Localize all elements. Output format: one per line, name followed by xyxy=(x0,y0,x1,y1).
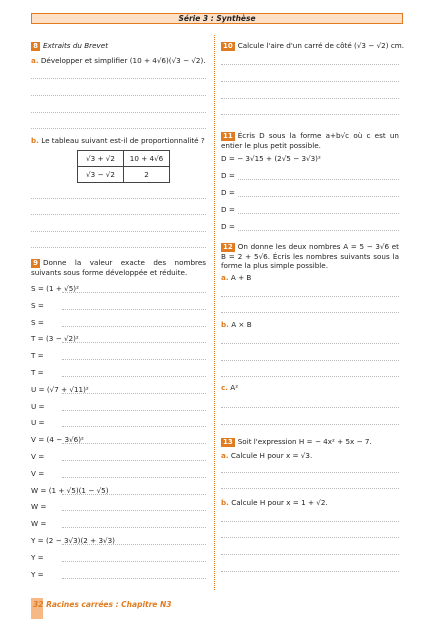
answer-line[interactable] xyxy=(238,230,399,231)
answer-line[interactable] xyxy=(221,360,399,361)
ex10-statement xyxy=(221,41,404,51)
ex8-question-b xyxy=(31,136,205,145)
ex8-b-text: Le tableau suivant est-il de proportionnalité ? xyxy=(41,136,205,145)
answer-line[interactable] xyxy=(221,488,399,489)
answer-line[interactable] xyxy=(31,198,206,199)
ex13-statement xyxy=(221,437,372,447)
answer-line[interactable] xyxy=(221,343,399,344)
ex13-question-b xyxy=(221,498,328,507)
answer-line[interactable] xyxy=(62,510,206,511)
answer-line[interactable] xyxy=(238,213,399,214)
answer-line[interactable] xyxy=(62,477,206,478)
table-cell: √3 − √2 xyxy=(78,167,124,183)
ex8-a-text: Développer et simplifier (10 + 4√6)(√3 − √2). xyxy=(40,56,206,65)
answer-line[interactable] xyxy=(221,114,399,115)
answer-line[interactable] xyxy=(238,179,399,180)
answer-line[interactable] xyxy=(62,544,206,545)
ex12-c-label: c. xyxy=(221,383,228,392)
ex12-statement xyxy=(221,242,399,270)
ex13-question-a xyxy=(221,451,312,460)
ex8-question-a xyxy=(31,56,206,65)
ex8-a-label: a. xyxy=(31,56,39,65)
answer-line[interactable] xyxy=(221,81,399,82)
answer-line[interactable] xyxy=(62,326,206,327)
ex8-b-label: b. xyxy=(31,136,39,145)
ex12-b-label: b. xyxy=(221,320,229,329)
answer-line[interactable] xyxy=(62,527,206,528)
table-cell: √3 + √2 xyxy=(78,151,124,167)
column-divider xyxy=(214,35,215,590)
answer-line[interactable] xyxy=(221,407,399,408)
ex13-a-text: Calcule H pour x = √3. xyxy=(230,451,313,460)
page-footer xyxy=(31,598,191,611)
ex9-line-label: W = xyxy=(31,502,47,512)
ex8-header xyxy=(31,41,108,51)
ex12-question-b xyxy=(221,320,252,329)
ex13-b-text: Calcule H pour x = 1 + √2. xyxy=(231,498,328,507)
ex8-title: Extraits du Brevet xyxy=(43,41,109,50)
answer-line[interactable] xyxy=(62,393,206,394)
ex8-number: 8 xyxy=(31,42,40,51)
answer-line[interactable] xyxy=(31,247,206,248)
ex12-number: 12 xyxy=(223,243,233,251)
ex9-line-label: V = xyxy=(31,468,45,478)
ex10-number: 10 xyxy=(223,42,233,50)
answer-line[interactable] xyxy=(62,292,206,293)
ex9-line-label: V = xyxy=(31,452,45,461)
answer-line[interactable] xyxy=(62,426,206,427)
answer-line[interactable] xyxy=(62,494,206,495)
ex9-line-label: T = xyxy=(31,368,44,377)
ex9-line-label: V = (4 − 3√6)² xyxy=(31,435,84,445)
table-cell: 10 + 4√6 xyxy=(124,151,170,167)
series-title: Série 3 : Synthèse xyxy=(31,13,403,24)
answer-line[interactable] xyxy=(31,95,206,96)
answer-line[interactable] xyxy=(221,64,399,65)
ex11-line-label: D = xyxy=(221,171,235,180)
answer-line[interactable] xyxy=(221,98,399,99)
answer-line[interactable] xyxy=(62,342,206,343)
answer-line[interactable] xyxy=(238,196,399,197)
ex9-line-label: W = xyxy=(31,519,47,529)
chapter-title: Racines carrées : Chapitre N3 xyxy=(46,600,172,609)
ex11-line-label: D = xyxy=(221,205,235,214)
answer-line[interactable] xyxy=(62,443,206,444)
ex12-question-c xyxy=(221,383,238,392)
answer-line[interactable] xyxy=(62,410,206,411)
ex9-line-label: T = (3 − √2)² xyxy=(31,334,79,344)
ex12-b-text: A × B xyxy=(231,320,252,329)
ex12-text: On donne les deux nombres A = 5 − 3√6 et B = 2 + 5√6. Écris les nombres suivants sous la forme la plus simple possible. xyxy=(221,242,399,270)
ex9-line-label: S = xyxy=(31,300,44,310)
ex9-text: Donne la valeur exacte des nombres suivants sous forme développée et réduite. xyxy=(31,258,206,277)
answer-line[interactable] xyxy=(62,309,206,310)
table-cell: 2 xyxy=(124,167,170,183)
ex9-line-label: U = xyxy=(31,418,45,428)
ex11-number: 11 xyxy=(223,132,233,140)
answer-line[interactable] xyxy=(221,424,399,425)
answer-line[interactable] xyxy=(221,537,399,538)
answer-line[interactable] xyxy=(31,78,206,79)
answer-line[interactable] xyxy=(62,561,206,562)
ex9-line-label: U = (√7 + √11)² xyxy=(31,384,89,394)
answer-line[interactable] xyxy=(62,359,206,360)
answer-line[interactable] xyxy=(31,128,206,129)
answer-line[interactable] xyxy=(62,460,206,461)
ex11-statement xyxy=(221,131,399,150)
ex12-a-text: A + B xyxy=(230,273,252,282)
answer-line[interactable] xyxy=(221,571,399,572)
ex13-text: Soit l'expression H = − 4x² + 5x − 7. xyxy=(237,437,372,446)
answer-line[interactable] xyxy=(221,296,399,297)
answer-line[interactable] xyxy=(221,554,399,555)
answer-line[interactable] xyxy=(221,312,399,313)
answer-line[interactable] xyxy=(31,231,206,232)
ex11-line-label: D = − 3√15 + (2√5 − 3√3)² xyxy=(221,154,321,163)
ex9-line-label: S = (1 + √5)² xyxy=(31,284,79,293)
answer-line[interactable] xyxy=(62,578,206,579)
ex9-statement xyxy=(31,258,206,277)
answer-line[interactable] xyxy=(62,376,206,377)
footer-text xyxy=(33,600,172,609)
ex12-c-text: A² xyxy=(230,383,239,392)
ex9-line-label: Y = (2 − 3√3)(2 + 3√3) xyxy=(31,536,115,545)
ex12-question-a xyxy=(221,273,251,282)
ex9-line-label: Y = xyxy=(31,569,44,579)
answer-line[interactable] xyxy=(221,472,399,473)
ex13-b-label: b. xyxy=(221,498,229,507)
answer-line[interactable] xyxy=(31,214,206,215)
proportionality-table xyxy=(77,150,170,183)
answer-line[interactable] xyxy=(221,521,399,522)
answer-line[interactable] xyxy=(31,112,206,113)
ex13-number: 13 xyxy=(223,438,233,446)
ex9-line-label: S = xyxy=(31,317,44,327)
ex9-line-label: Y = xyxy=(31,552,44,562)
ex9-line-label: W = (1 + √5)(1 − √5) xyxy=(31,485,109,495)
ex11-text: Écris D sous la forme a+b√c où c est un entier le plus petit possible. xyxy=(221,131,399,150)
answer-line[interactable] xyxy=(221,376,399,377)
ex12-a-label: a. xyxy=(221,273,229,282)
ex9-number: 9 xyxy=(31,259,40,268)
ex9-line-label: U = xyxy=(31,401,45,411)
ex11-line-label: D = xyxy=(221,222,235,231)
ex11-line-label: D = xyxy=(221,188,235,197)
ex9-line-label: T = xyxy=(31,351,44,361)
page-number: 32 xyxy=(33,600,44,609)
ex13-a-label: a. xyxy=(221,451,229,460)
ex10-text: Calcule l'aire d'un carré de côté (√3 − √2) cm. xyxy=(237,41,405,50)
